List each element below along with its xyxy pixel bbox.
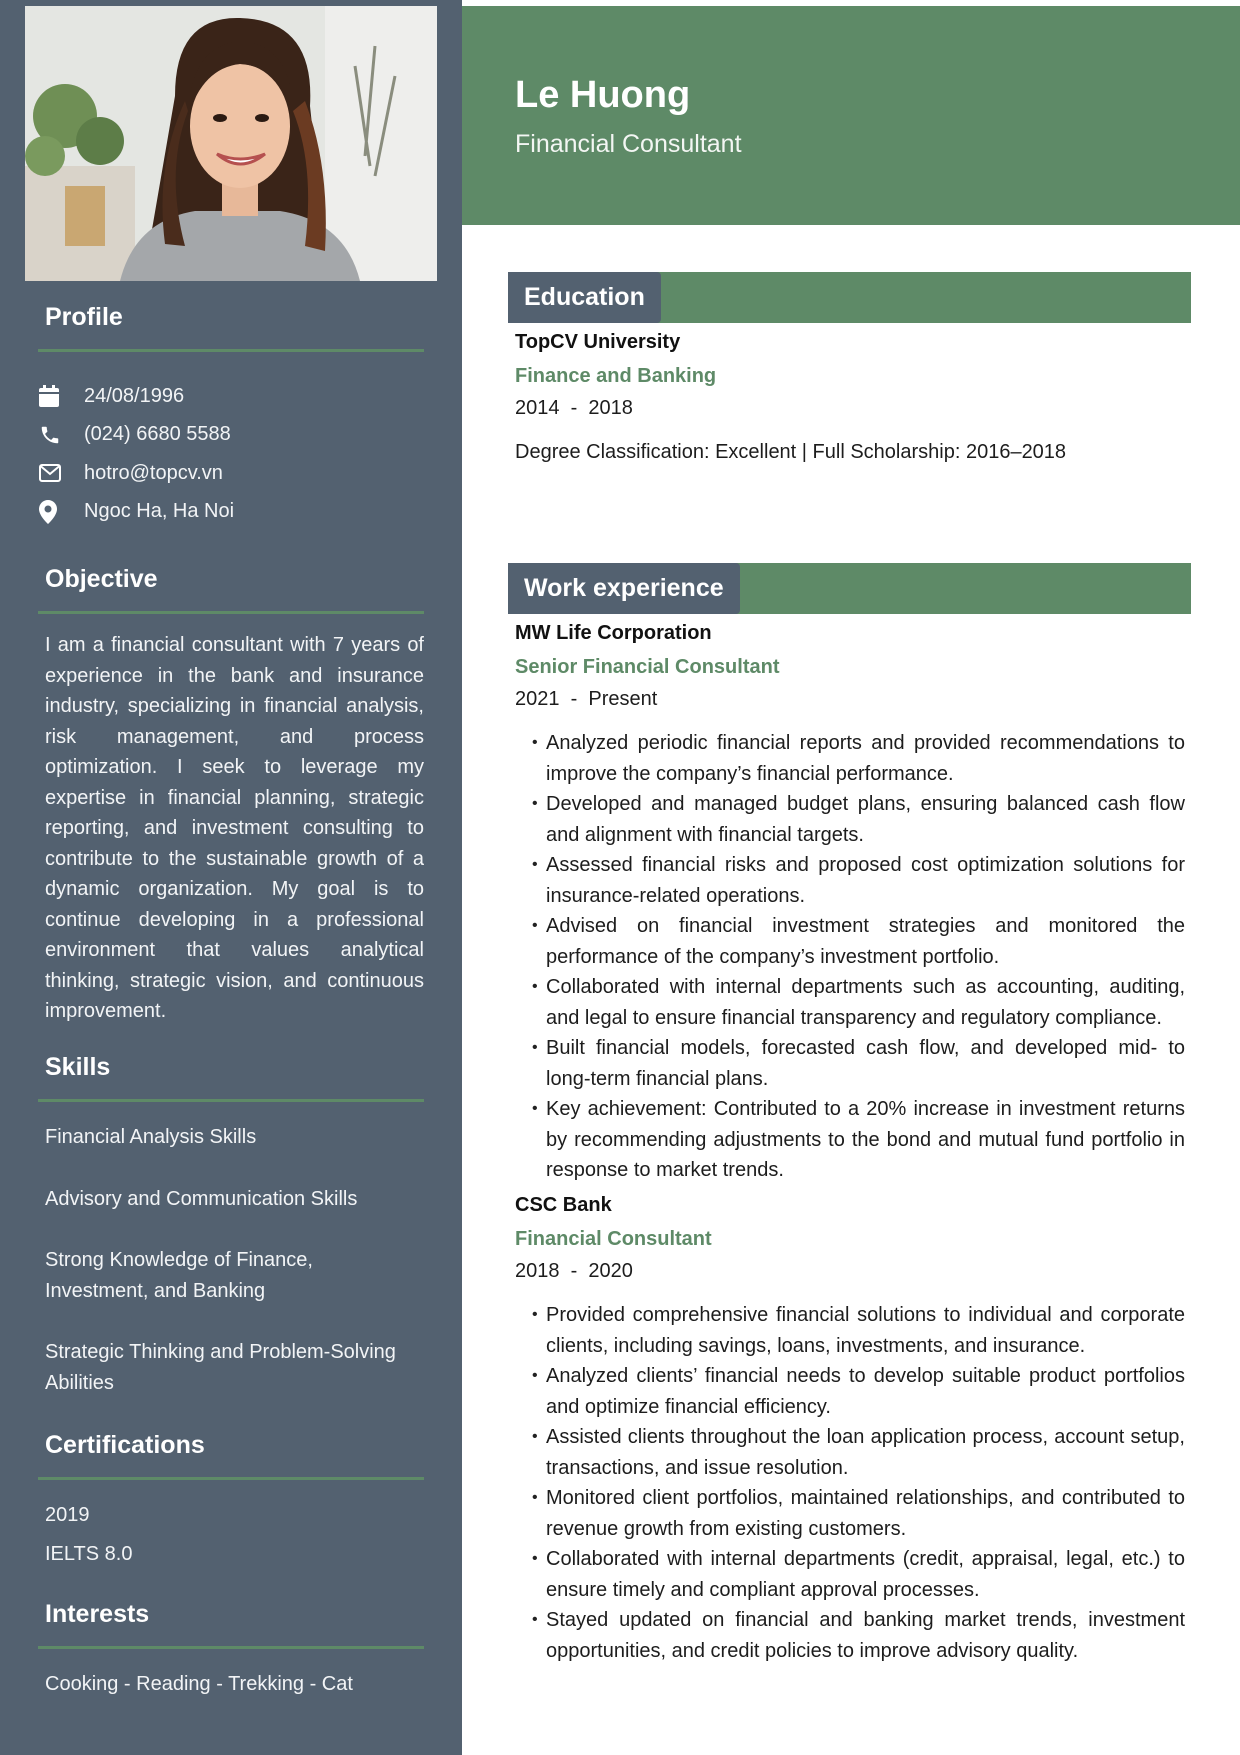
major: Finance and Banking [515,365,717,387]
period-start: 2014 [515,397,560,419]
contact-phone [38,416,424,455]
job-period [515,684,1185,714]
address-text: Ngoc Ha, Ha Noi [84,500,235,523]
responsibility-item: • Developed and managed budget plans, ensuring balanced cash flow and alignment with financial targets. [532,789,1185,850]
contact-list [38,377,424,531]
calendar-icon [38,385,84,407]
section-divider [38,1477,424,1480]
period-separator: - [570,397,578,419]
profile-section [38,302,424,531]
responsibility-item: • Collaborated with internal departments such as accounting, auditing, and legal to ensure financial transparency and regulatory compliance. [532,972,1185,1033]
profile-heading: Profile [45,303,123,331]
job-role: Financial Consultant [515,1228,712,1250]
section-divider [38,349,424,352]
responsibility-item: • Key achievement: Contributed to a 20% increase in investment returns by recommending adjustments to the bond and mutual fund portfolio in response to market trends. [532,1094,1185,1186]
phone-text: (024) 6680 5588 [84,423,231,446]
education-period [515,393,1185,423]
section-divider [38,1646,424,1649]
skills-section [38,1052,424,1398]
phone-icon [38,424,84,446]
certification-name: IELTS 8.0 [45,1542,133,1565]
company-name: MW Life Corporation [515,622,712,644]
skill-item: Strong Knowledge of Finance, Investment, and Banking [45,1249,313,1302]
work-heading: Work experience [508,563,740,614]
skill-item: Financial Analysis Skills [45,1126,257,1148]
interests-section [38,1599,424,1700]
certifications-heading: Certifications [45,1431,205,1459]
skill-item: Strategic Thinking and Problem-Solving Abilities [45,1341,396,1394]
birthdate-text: 24/08/1996 [84,384,185,407]
job-period [515,1256,1185,1286]
period-separator: - [570,1260,578,1282]
period-end: Present [588,688,658,710]
interests-text: Cooking - Reading - Trekking - Cat [45,1673,353,1695]
responsibility-item: • Assessed financial risks and proposed cost optimization solutions for insurance-related operations. [532,850,1185,911]
section-divider [38,611,424,614]
period-end: 2020 [588,1260,633,1282]
objective-text: I am a financial consultant with 7 years of experience in the bank and insurance industry, specializing in financial analysis, risk management, and process optimization. I seek to leverage my expertise in financial planning, strategic reporting, and investment consulting to contribute to the sustainable growth of a dynamic organization. My goal is to continue developing in a professional environment that values analytical thinking, strategic vision, and continuous improvement. [45,634,424,1022]
period-start: 2021 [515,688,560,710]
candidate-title: Financial Consultant [515,130,742,158]
responsibility-item: • Analyzed periodic financial reports and provided recommendations to improve the company’s financial performance. [532,728,1185,789]
education-note: Degree Classification: Excellent | Full Scholarship: 2016–2018 [515,441,1067,463]
company-name: CSC Bank [515,1194,612,1216]
job-block [515,1190,1185,1666]
responsibility-item: • Collaborated with internal departments (credit, appraisal, legal, etc.) to ensure timely and compliant approval processes. [532,1544,1185,1605]
period-start: 2018 [515,1260,560,1282]
school-name: TopCV University [515,331,681,353]
period-separator: - [570,688,578,710]
job-role: Senior Financial Consultant [515,656,780,678]
responsibility-list [515,1300,1185,1666]
education-band [508,272,1191,323]
email-icon [38,464,84,482]
education-block [515,327,1185,467]
certification-year: 2019 [45,1504,90,1526]
profile-photo [25,6,437,281]
responsibility-item: • Built financial models, forecasted cash flow, and developed mid- to long-term financial plans. [532,1033,1185,1094]
contact-birthdate [38,377,424,416]
job-block [515,618,1185,1186]
section-divider [38,1099,424,1102]
objective-heading: Objective [45,565,158,593]
responsibility-item: • Monitored client portfolios, maintained relationships, and contributed to revenue growth from existing customers. [532,1483,1185,1544]
responsibility-item: • Stayed updated on financial and banking market trends, investment opportunities, and credit policies to improve advisory quality. [532,1605,1185,1666]
certifications-section [38,1430,424,1569]
candidate-name: Le Huong [515,74,691,116]
skill-item: Advisory and Communication Skills [45,1187,358,1210]
interests-heading: Interests [45,1600,150,1628]
contact-address [38,493,424,532]
email-text[interactable]: hotro@topcv.vn [84,461,223,484]
responsibility-list [515,728,1185,1186]
skills-heading: Skills [45,1053,111,1081]
objective-section [38,564,424,1027]
period-end: 2018 [588,397,633,419]
responsibility-item: • Advised on financial investment strategies and monitored the performance of the company’s investment portfolio. [532,911,1185,972]
responsibility-item: • Analyzed clients’ financial needs to develop suitable product portfolios and optimize financial efficiency. [532,1361,1185,1422]
work-band [508,563,1191,614]
responsibility-item: • Provided comprehensive financial solutions to individual and corporate clients, including savings, loans, investments, and insurance. [532,1300,1185,1361]
sidebar [0,0,462,1755]
name-header [462,6,1240,225]
location-pin-icon [38,500,84,524]
contact-email[interactable] [38,454,424,493]
responsibility-item: • Assisted clients throughout the loan application process, account setup, transactions, and issue resolution. [532,1422,1185,1483]
education-heading: Education [508,272,661,323]
